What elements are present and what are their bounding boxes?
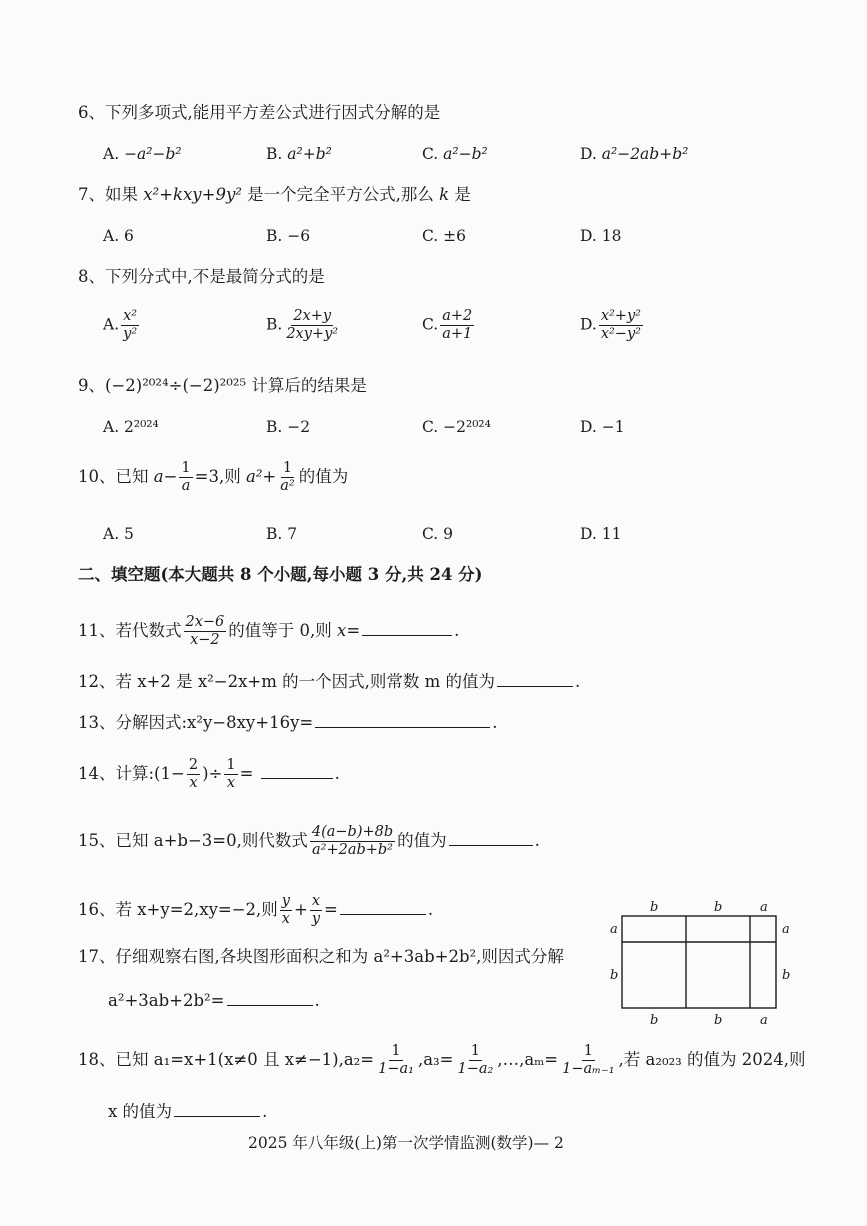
question-11: 11、若代数式 $\frac{2x-6}{x-2}$ 的值等于 0,则 x= . bbox=[78, 614, 460, 648]
question-17-line2: a²+3ab+2b²= . bbox=[108, 991, 320, 1010]
q10-option-d: D. 11 bbox=[580, 525, 622, 543]
section-2-heading: 二、填空题(本大题共 8 个小题,每小题 3 分,共 24 分) bbox=[78, 565, 483, 584]
area-diagram bbox=[604, 898, 804, 1028]
diagram-bottom-label-2: b bbox=[714, 1013, 723, 1028]
q9-option-a: A. 2²⁰²⁴ bbox=[103, 418, 159, 436]
q6-option-b: B. a²+b² bbox=[266, 145, 332, 163]
q8-option-d: D. $\frac{\text{x²+y²}}{\text{x²−y²}}$ bbox=[580, 308, 641, 342]
diagram-bottom-label-3: a bbox=[760, 1013, 768, 1028]
question-9-stem: 9、(−2)²⁰²⁴÷(−2)²⁰²⁵ 计算后的结果是 bbox=[78, 376, 367, 395]
q9-option-c: C. −2²⁰²⁴ bbox=[422, 418, 491, 436]
q7-option-b: B. −6 bbox=[266, 227, 311, 245]
question-18-line1: 18、已知 a₁=x+1(x≠0 且 x≠−1),a₂= $\frac{1}{\text{1−a₁}}$ ,a₃= $\frac{1}{\text{1−a₂}}$ ,…,aₘ= $\frac{1}{\text{1−aₘ₋₁}}$ ,若 a₂₀₂₃ 的值为 2024,则 bbox=[78, 1043, 806, 1077]
q7-option-c: C. ±6 bbox=[422, 227, 467, 245]
q9-option-b: B. −2 bbox=[266, 418, 311, 436]
question-13: 13、分解因式:x²y−8xy+16y= . bbox=[78, 713, 498, 732]
q7-option-d: D. 18 bbox=[580, 227, 622, 245]
q8-option-c: C. $\frac{a+2}{a+1}$ bbox=[422, 308, 473, 342]
q10-option-b: B. 7 bbox=[266, 525, 298, 543]
question-6-stem: 6、下列多项式,能用平方差公式进行因式分解的是 bbox=[78, 103, 441, 122]
q11-answer-blank[interactable] bbox=[362, 619, 452, 636]
q14-answer-blank[interactable] bbox=[261, 762, 333, 779]
question-17-line1: 17、仔细观察右图,各块图形面积之和为 a²+3ab+2b²,则因式分解 bbox=[78, 947, 564, 966]
question-15: 15、已知 a+b−3=0,则代数式 $\frac{4(a-b)+8b}{\text{a²+2ab+b²}}$ 的值为 . bbox=[78, 824, 540, 858]
question-16: 16、若 x+y=2,xy=−2,则 $\frac{y}{x}$ + $\frac{x}{y}$ = . bbox=[78, 893, 434, 927]
diagram-right-label-2: b bbox=[782, 968, 791, 983]
diagram-top-label-2: b bbox=[714, 900, 723, 915]
diagram-left-label-2: b bbox=[610, 968, 619, 983]
q10-option-c: C. 9 bbox=[422, 525, 454, 543]
diagram-right-label-1: a bbox=[782, 922, 790, 937]
diagram-top-label-3: a bbox=[760, 900, 768, 915]
page-footer: 2025 年八年级(上)第一次学情监测(数学)— 2 bbox=[248, 1134, 564, 1152]
question-18-line2: x 的值为 . bbox=[108, 1102, 268, 1121]
question-7-stem: 7、如果 x²+kxy+9y² 是一个完全平方公式,那么 k 是 bbox=[78, 185, 471, 204]
question-12: 12、若 x+2 是 x²−2x+m 的一个因式,则常数 m 的值为 . bbox=[78, 672, 581, 691]
question-10-stem: 10、已知 a− $\frac{1}{a}$ =3,则 a²+ $\frac{1}{\text{a²}}$ 的值为 bbox=[78, 460, 349, 494]
q10-option-a: A. 5 bbox=[103, 525, 134, 543]
q6-option-a: A. −a²−b² bbox=[103, 145, 182, 163]
diagram-outer-rect bbox=[622, 916, 776, 1008]
q17-answer-blank[interactable] bbox=[227, 989, 313, 1006]
q6-option-c: C. a²−b² bbox=[422, 145, 488, 163]
q8-option-a: A. $\frac{\text{x²}}{\text{y²}}$ bbox=[103, 308, 138, 342]
q8-option-b: B. $\frac{2x+y}{\text{2xy+y²}}$ bbox=[266, 308, 339, 342]
q13-answer-blank[interactable] bbox=[315, 711, 490, 728]
question-8-stem: 8、下列分式中,不是最简分式的是 bbox=[78, 267, 325, 286]
diagram-bottom-label-1: b bbox=[650, 1013, 659, 1028]
q9-option-d: D. −1 bbox=[580, 418, 625, 436]
q15-answer-blank[interactable] bbox=[449, 829, 533, 846]
q16-answer-blank[interactable] bbox=[340, 898, 426, 915]
question-14: 14、计算:(1− $\frac{2}{x}$ )÷ $\frac{1}{x}$ = . bbox=[78, 757, 340, 791]
q6-option-d: D. a²−2ab+b² bbox=[580, 145, 689, 163]
q12-answer-blank[interactable] bbox=[497, 670, 573, 687]
q7-option-a: A. 6 bbox=[103, 227, 134, 245]
diagram-left-label-1: a bbox=[610, 922, 618, 937]
diagram-top-label-1: b bbox=[650, 900, 659, 915]
q18-answer-blank[interactable] bbox=[174, 1100, 260, 1117]
